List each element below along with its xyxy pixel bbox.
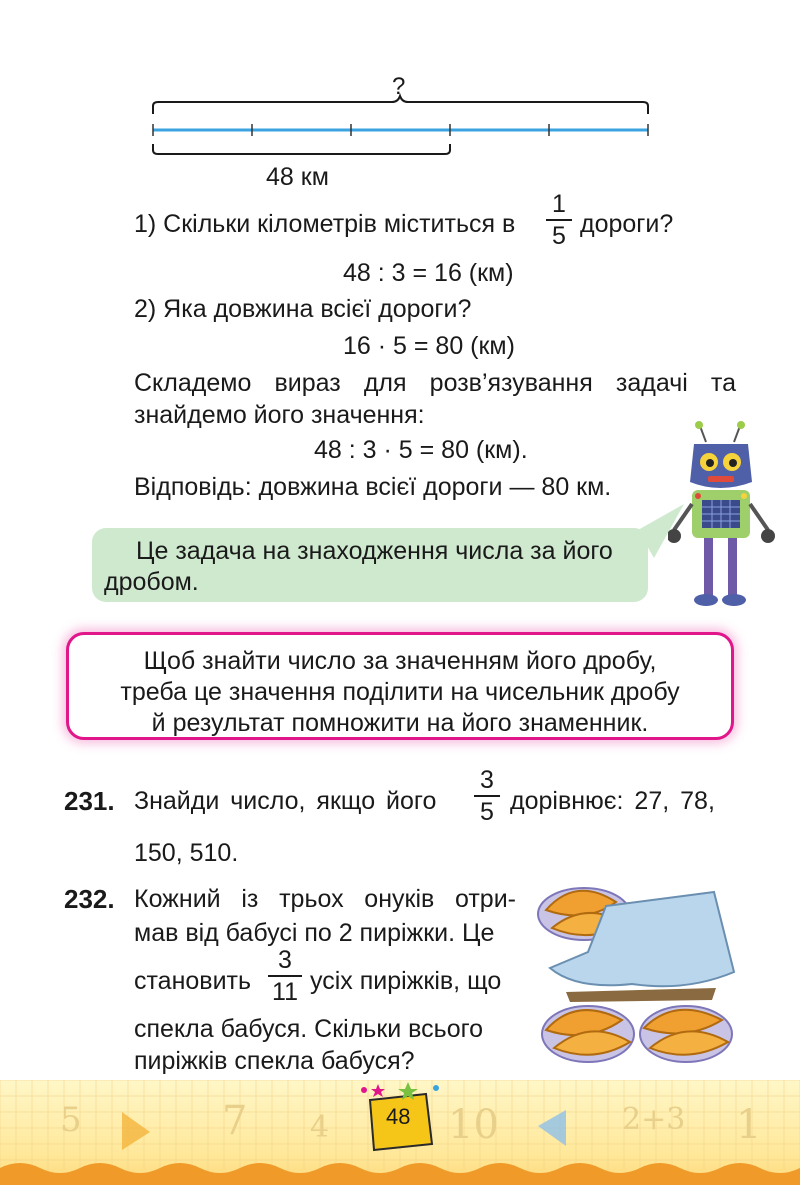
triangle-decor-icon (538, 1110, 566, 1146)
step2-calc: 16 · 5 = 80 (км) (343, 332, 515, 360)
question-mark: ? (392, 73, 406, 100)
fraction-numerator: 3 (480, 766, 494, 794)
decor-number: 10 (448, 1102, 499, 1148)
rule-box (66, 632, 734, 740)
answer: Відповідь: довжина всієї дороги — 80 км. (134, 473, 612, 501)
fraction-denominator: 11 (272, 978, 298, 1006)
task-231-text-end: дорівнює: 27, 78, (510, 787, 715, 815)
page-number: 48 (386, 1104, 411, 1129)
bottom-brace (153, 144, 450, 154)
segment-label: 48 км (266, 163, 329, 191)
step1-question: 1) Скільки кілометрів міститься в (134, 210, 516, 238)
decor-number: 4 (310, 1110, 330, 1145)
fraction-denominator: 5 (552, 222, 566, 250)
task-232-line1: Кожний із трьох онуків отри- (134, 885, 516, 913)
fraction-denominator: 5 (480, 798, 494, 826)
fraction-three-elevenths (268, 946, 302, 1006)
task-231-text: Знайди число, якщо його (134, 787, 437, 815)
fraction-one-fifth (546, 190, 572, 250)
decor-number: 5 (60, 1100, 82, 1140)
task-232-line3-end: усіх пиріжків, що (310, 967, 502, 995)
robot-illustration (668, 420, 778, 610)
task-232-line5: пиріжків спекла бабуся? (134, 1047, 415, 1075)
task-231-number: 231. (64, 786, 115, 816)
fraction-numerator: 3 (278, 946, 292, 974)
decor-number: 7 (222, 1098, 248, 1144)
task-232-line3: становить (134, 967, 252, 995)
rule-line2: треба це значення поділити на чисельник дробу (120, 678, 680, 706)
task-232-line4: спекла бабуся. Скільки всього (134, 1015, 484, 1043)
decor-number: 2+3 (622, 1102, 686, 1137)
step2-question: 2) Яка довжина всієї дороги? (134, 295, 472, 323)
fraction-numerator: 1 (552, 190, 566, 218)
step1-calc: 48 : 3 = 16 (км) (343, 259, 514, 287)
fraction-three-fifths (474, 766, 500, 826)
rule-line3: й результат помножити на його знаменник. (151, 709, 649, 737)
expression: 48 : 3 · 5 = 80 (км). (314, 436, 528, 464)
bubble-text-line2: дробом. (104, 568, 199, 596)
decor-number: 1 (736, 1102, 762, 1148)
pies-illustration (536, 872, 736, 1072)
task-232-line2: мав від бабусі по 2 пиріжки. Це (134, 919, 495, 947)
task-231-line2: 150, 510. (134, 839, 239, 867)
bubble-text-line1: Це задача на знаходження числа за його (136, 537, 613, 565)
expression-intro-line2: знайдемо його значення: (134, 401, 425, 429)
rule-line1: Щоб знайти число за значенням його дробу, (143, 647, 657, 675)
expression-intro-line1: Складемо вираз для розв’язування задачі та (134, 369, 736, 397)
step1-question-end: дороги? (580, 210, 674, 238)
task-232-number: 232. (64, 884, 115, 914)
